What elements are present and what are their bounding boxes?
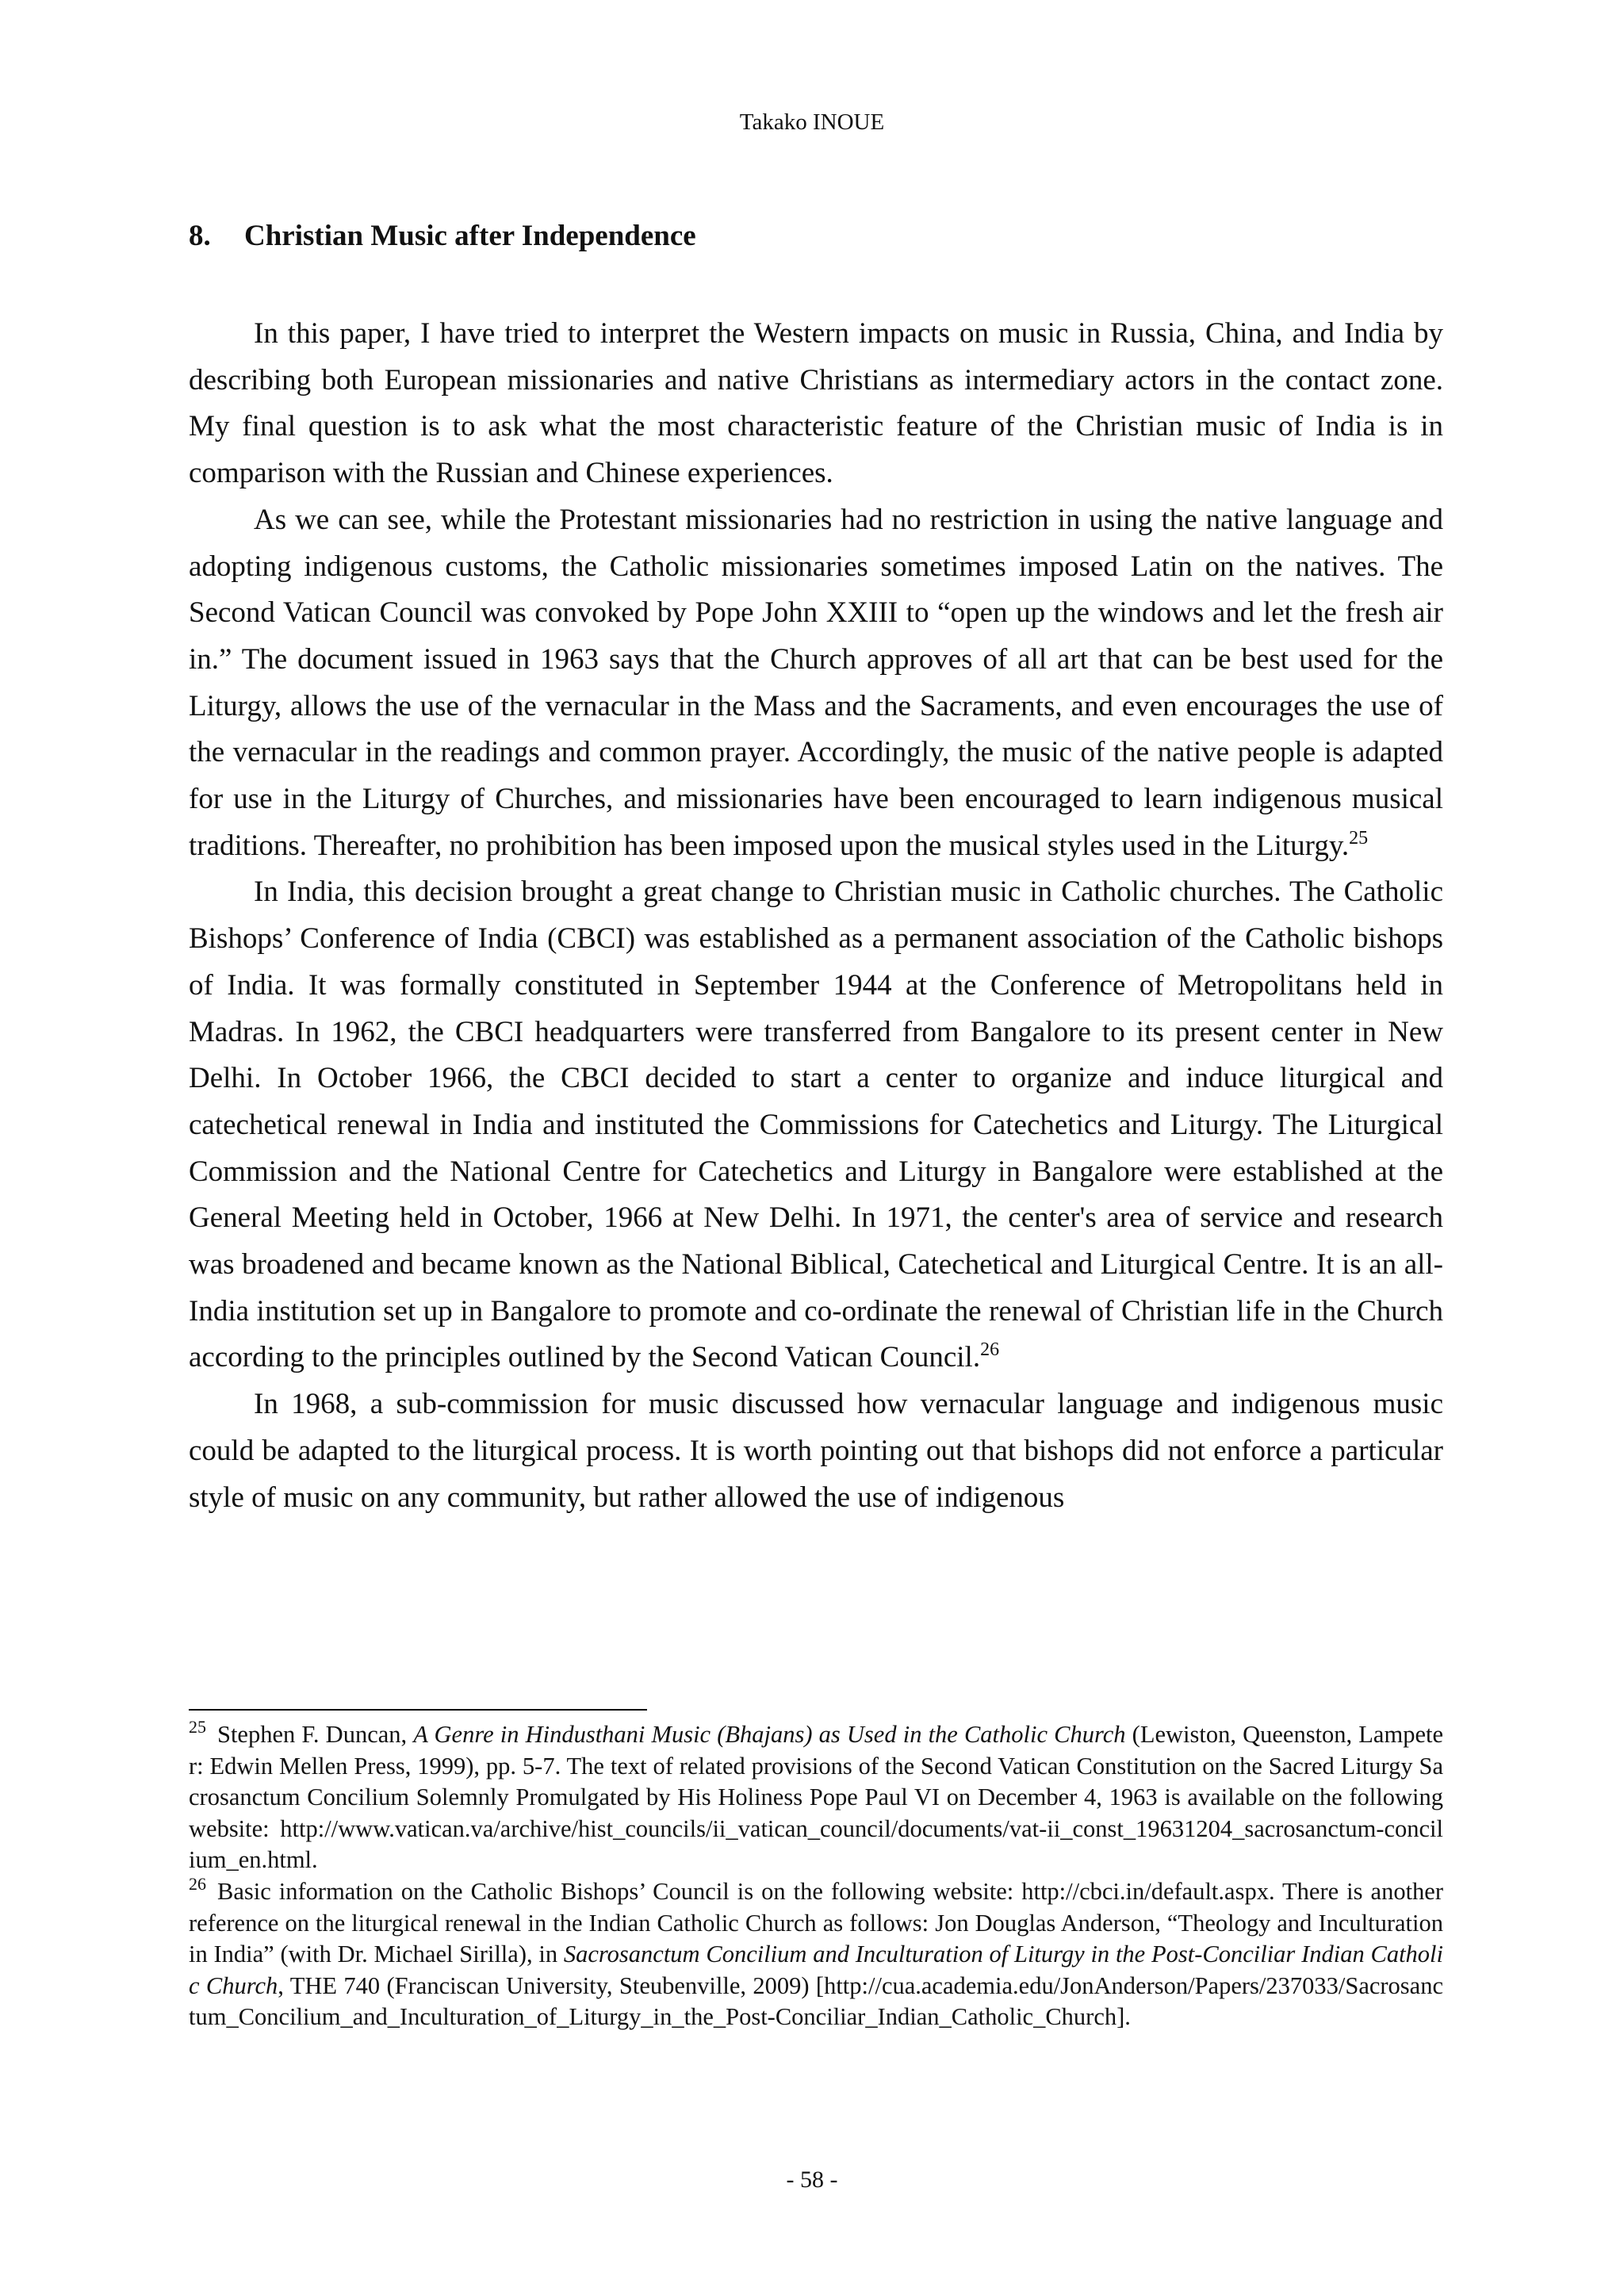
paragraph bbox=[189, 497, 1443, 870]
paragraph bbox=[189, 869, 1443, 1381]
running-head: Takako INOUE bbox=[739, 109, 885, 135]
paragraph bbox=[189, 1381, 1443, 1521]
paragraph-text: As we can see, while the Protestant missionaries had no restriction in using the native language and adopting indigenous customs, the Catholic missionaries sometimes imposed Latin on the natives. The Second Vatican Council was convoked by Pope John XXIII to “open up the windows and let the fresh air in.” The document issued in 1963 says that the Church approves of all art that can be best used for the Liturgy, allows the use of the vernacular in the Mass and the Sacraments, and even encourages the use of the vernacular in the readings and common prayer. Accordingly, the music of the native people is adapted for use in the Liturgy of Churches, and missionaries have been encouraged to learn indigenous musical traditions. Thereafter, no prohibition has been imposed upon the musical styles used in the Liturgy. bbox=[189, 503, 1443, 862]
section-number: 8. bbox=[189, 220, 211, 252]
footnote-lead: Stephen F. Duncan, bbox=[217, 1721, 414, 1748]
footnote-title: A Genre in Hindusthani Music (Bhajans) as Used in the Catholic Church bbox=[413, 1721, 1126, 1748]
footnote-title: Sacrosanctum Concilium and Inculturation of Liturgy in the Post-Conciliar Indian Catholic Church bbox=[189, 1941, 1444, 1999]
footnotes bbox=[189, 1719, 1443, 2033]
paragraph bbox=[189, 311, 1443, 497]
page-number: - 58 - bbox=[786, 2167, 838, 2193]
footnote-lead: Basic information on the Catholic Bishops’ Council is on the following website: http://cbci.in/default.aspx. There is another reference on the liturgical renewal in the Indian Catholic Church as follows: Jon Douglas Anderson, “Theology and Inculturation in India” (with Dr. Michael Sirilla), in bbox=[189, 1877, 1443, 1968]
footnote-rest: (Lewiston, Queenston, Lampeter: Edwin Mellen Press, 1999), pp. 5-7. The text of related provisions of the Second Vatican Constitution on the Sacred Liturgy Sacrosanctum Concilium Solemnly Promulgated by His Holiness Pope Paul VI on December 4, 1963 is available on the following website: http://www.vatican.va/archive/hist_councils/ii_vatican_council/documents/vat-ii_const_19631204_sacrosanctum-concilium_en.html. bbox=[189, 1721, 1443, 1874]
footnote-rest: , THE 740 (Franciscan University, Steubenville, 2009) [http://cua.academia.edu/JonAnderson/Papers/237033/Sacrosanctum_Concilium_and_Inculturation_of_Liturgy_in_the_Post-Conciliar_Indian_Catholic_Church]. bbox=[189, 1971, 1443, 2031]
footnote-25 bbox=[189, 1719, 1443, 1876]
paragraph-text: In 1968, a sub-commission for music discussed how vernacular language and indigenous music could be adapted to the liturgical process. It is worth pointing out that bishops did not enforce a particular style of music on any community, but rather allowed the use of indigenous bbox=[189, 1388, 1443, 1514]
footnote-26 bbox=[189, 1873, 1444, 2033]
footnote-ref-26[interactable]: 26 bbox=[980, 1339, 1000, 1361]
footnote-divider bbox=[189, 1709, 647, 1711]
footnote-ref-25[interactable]: 25 bbox=[1349, 827, 1369, 849]
paragraph-text: In India, this decision brought a great change to Christian music in Catholic churches. The Catholic Bishops’ Conference of India (CBCI) was established as a permanent association of the Catholic bishops of India. It was formally constituted in September 1944 at the Conference of Metropolitans held in Madras. In 1962, the CBCI headquarters were transferred from Bangalore to its present center in New Delhi. In October 1966, the CBCI decided to start a center to organize and induce liturgical and catechetical renewal in India and instituted the Commissions for Catechetics and Liturgy. The Liturgical Commission and the National Centre for Catechetics and Liturgy in Bangalore were established at the General Meeting held in October, 1966 at New Delhi. In 1971, the center's area of service and research was broadened and became known as the National Biblical, Catechetical and Liturgical Centre. It is an all-India institution set up in Bangalore to promote and co-ordinate the renewal of Christian life in the Church according to the principles outlined by the Second Vatican Council. bbox=[189, 875, 1443, 1374]
body-text bbox=[189, 311, 1443, 1521]
paragraph-text: In this paper, I have tried to interpret the Western impacts on music in Russia, China, and India by describing both European missionaries and native Christians as intermediary actors in the contact zone. My final question is to ask what the most characteristic feature of the Christian music of India is in comparison with the Russian and Chinese experiences. bbox=[189, 317, 1443, 490]
footnote-number: 26 bbox=[189, 1873, 206, 1894]
footnote-number: 25 bbox=[189, 1717, 206, 1737]
section-heading bbox=[189, 219, 696, 253]
section-title: Christian Music after Independence bbox=[244, 220, 696, 252]
